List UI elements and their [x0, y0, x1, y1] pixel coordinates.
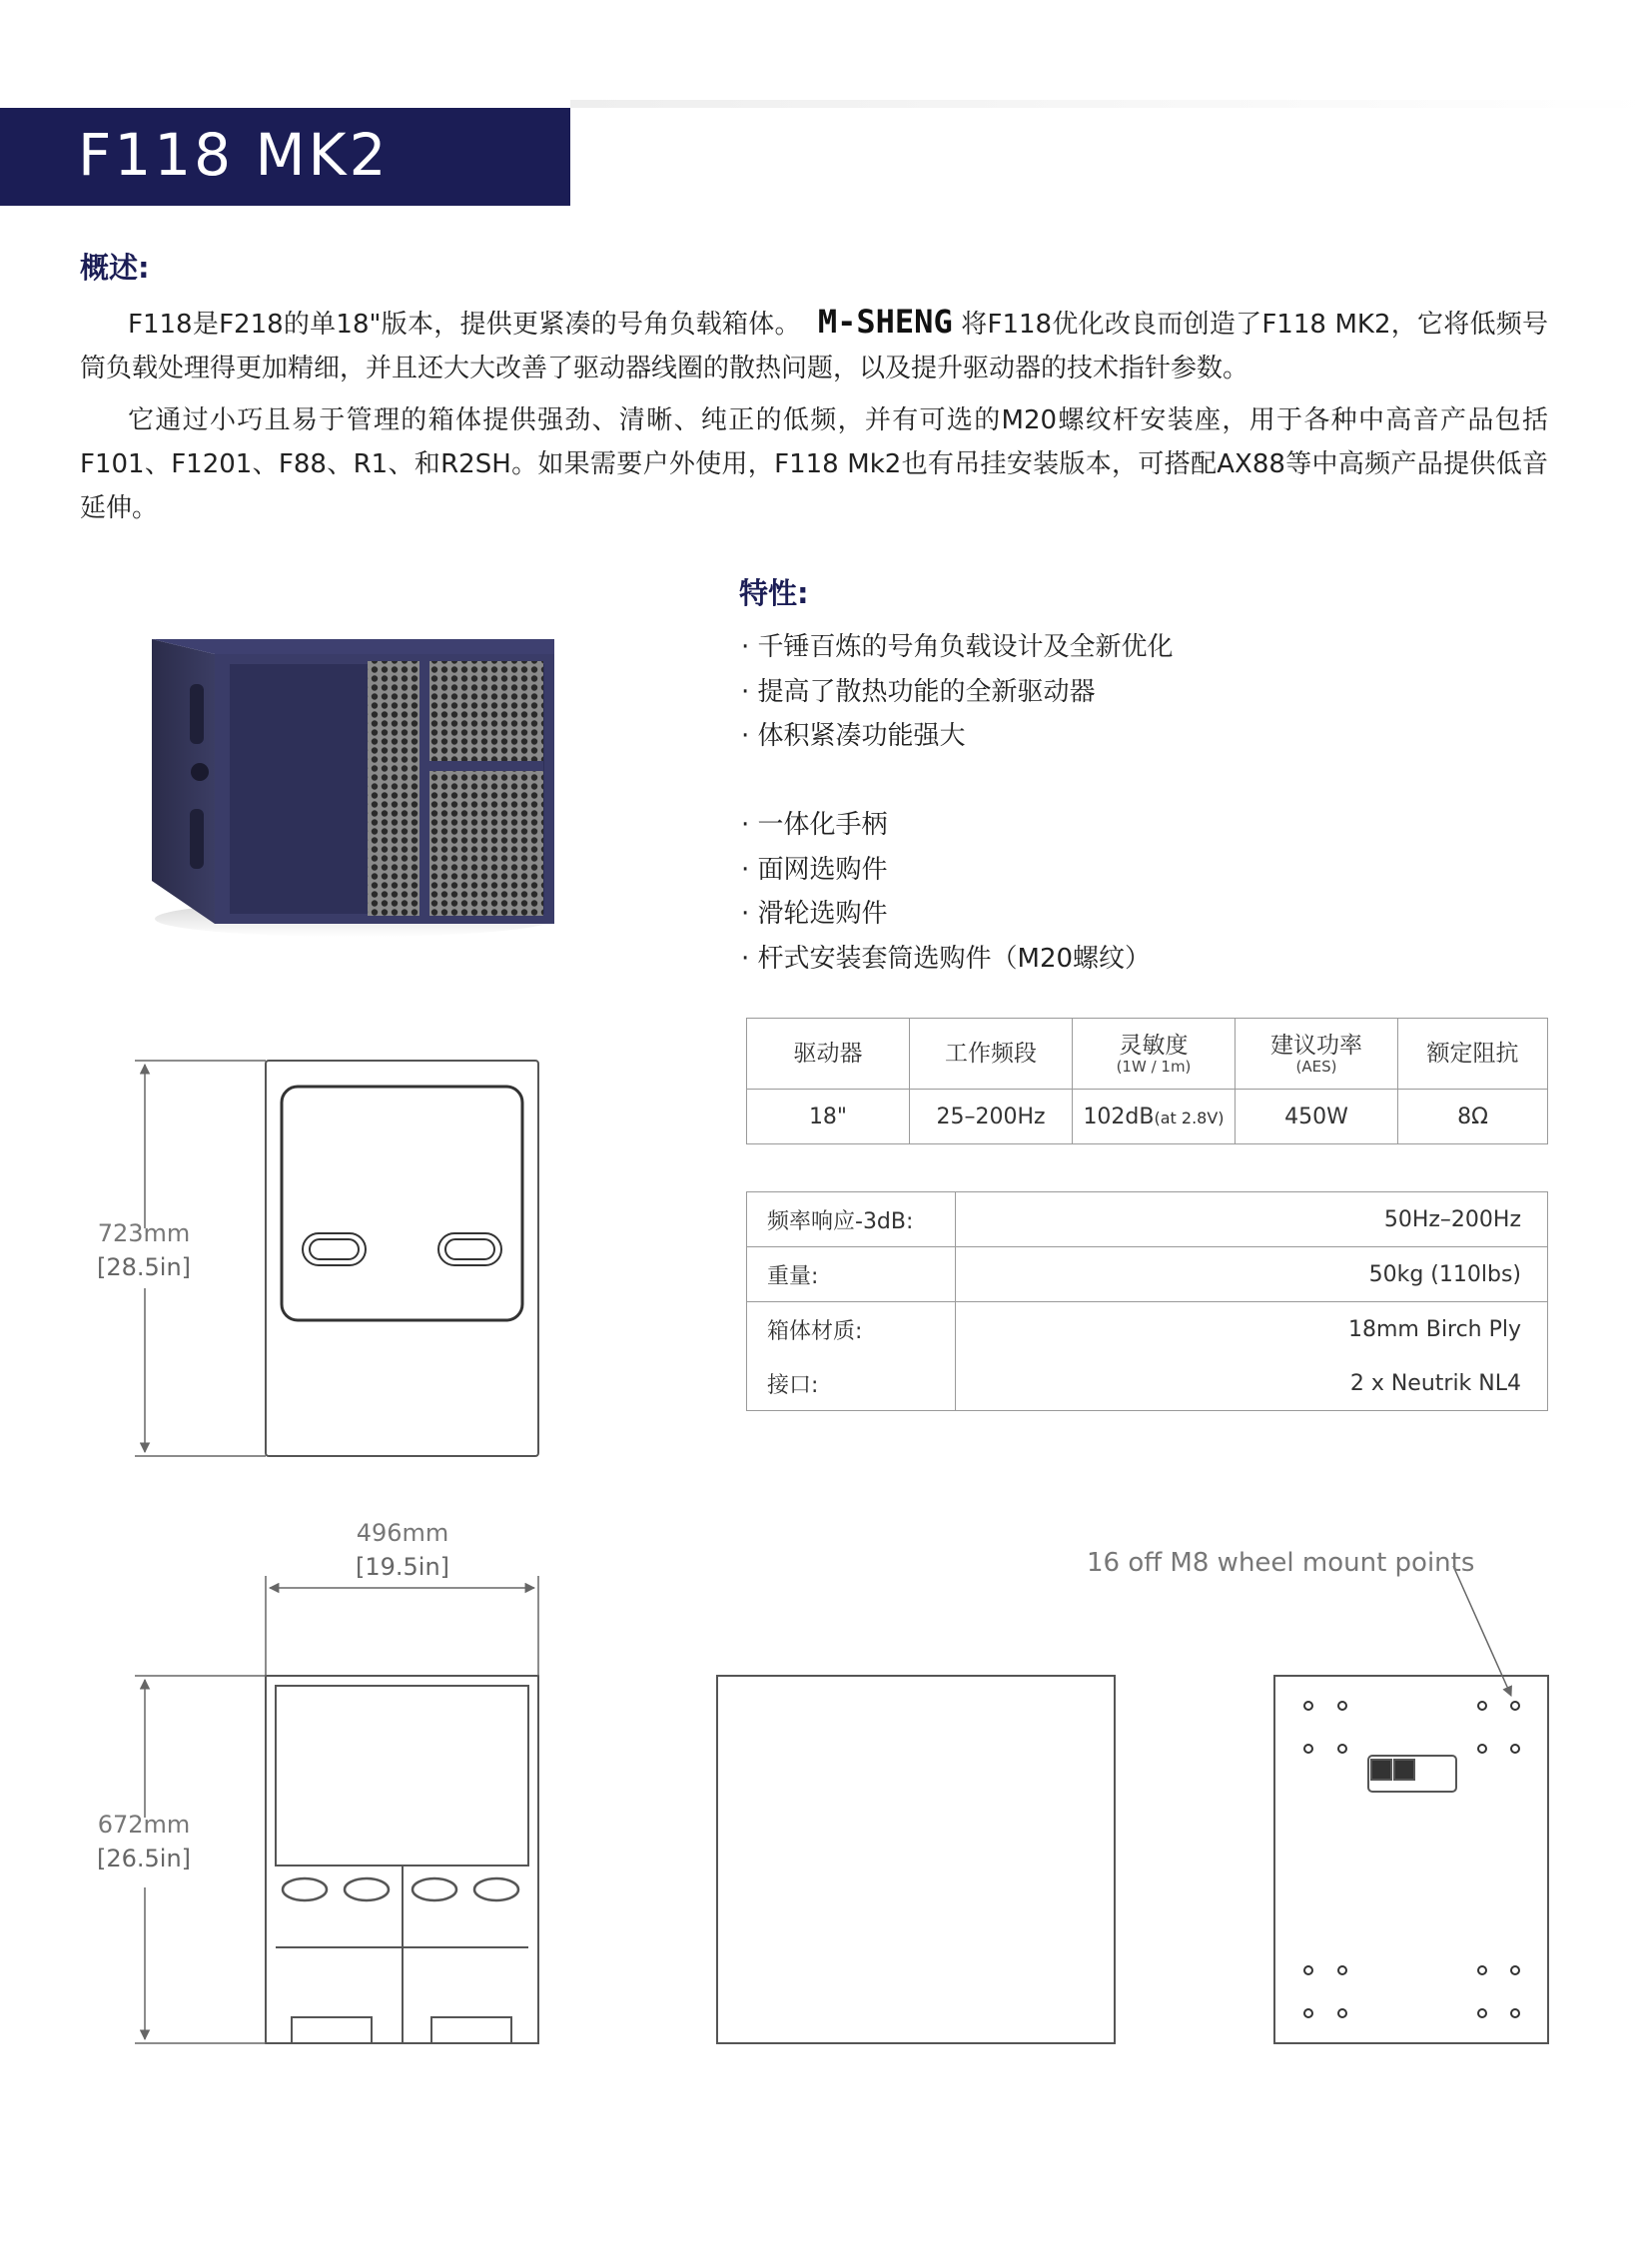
overview-paragraph-2: 它通过小巧且易于管理的箱体提供强劲、清晰、纯正的低频，并有可选的M20螺纹杆安装座，用于各种中高音产品包括F101、F1201、F88、R1、和R2SH。如果需要户外使用，F118 Mk2也有吊挂安装版本，可搭配AX88等中高频产品提供低音延伸。 — [80, 405, 1548, 523]
wheel-mount-note: 16 off M8 wheel mount points — [1087, 1548, 1475, 1578]
width-dimension — [266, 1576, 538, 1676]
width-label: 496mm [19.5in] — [355, 1519, 450, 1581]
detail-key: 重量: — [747, 1247, 956, 1302]
overview-p1-before: F118是F218的单18"版本，提供更紧凑的号角负载箱体。 — [128, 310, 801, 340]
product-photo — [152, 639, 554, 937]
spec-power: 450W — [1236, 1090, 1398, 1144]
overview-p1-after: 将F118优化改良而创造了F118 MK2，它将低频号筒负载处理得更加精细，并且还大大改善了驱动器线圈的散热问题，以及提升驱动器的技术指针参数。 — [80, 310, 1549, 383]
spec-header-driver: 驱动器 — [747, 1019, 910, 1090]
rear-view-drawing — [266, 1676, 538, 2043]
spec-header-power: 建议功率 (AES) — [1236, 1019, 1398, 1090]
brand-name: M-SHENG — [817, 303, 953, 341]
wheel-mount-points — [1304, 1702, 1519, 2017]
side-view-drawing — [717, 1676, 1115, 2043]
spec-driver: 18" — [747, 1090, 910, 1144]
feature-item: · 提高了散热功能的全新驱动器 — [741, 676, 1096, 707]
spec-sensitivity: 102dB(at 2.8V) — [1073, 1090, 1236, 1144]
spec-header-sensitivity: 灵敏度 (1W / 1m) — [1073, 1019, 1236, 1090]
spec-header-impedance: 额定阻抗 — [1398, 1019, 1548, 1090]
detail-value: 50Hz–200Hz — [956, 1192, 1548, 1247]
detail-value: 18mm Birch Ply — [956, 1302, 1548, 1357]
spec-header-range: 工作频段 — [910, 1019, 1073, 1090]
height-label-front: 723mm [28.5in] — [96, 1219, 192, 1281]
feature-item: · 面网选购件 — [741, 854, 888, 885]
detail-value: 2 x Neutrik NL4 — [956, 1356, 1548, 1411]
page-title: F118 MK2 — [78, 121, 390, 189]
overview-heading: 概述: — [80, 251, 150, 285]
detail-key: 接口: — [747, 1356, 956, 1411]
feature-item: · 千锤百炼的号角负载设计及全新优化 — [741, 632, 1174, 662]
detail-key: 箱体材质: — [747, 1302, 956, 1357]
front-view-drawing — [266, 1061, 538, 1456]
features-heading: 特性: — [739, 576, 809, 610]
height-label-side: 672mm [26.5in] — [96, 1811, 192, 1872]
feature-item: · 杆式安装套筒选购件（M20螺纹） — [741, 943, 1152, 974]
detail-value: 50kg (110lbs) — [956, 1247, 1548, 1302]
feature-item: · 体积紧凑功能强大 — [741, 721, 966, 751]
spec-impedance: 8Ω — [1398, 1090, 1548, 1144]
detail-key: 频率响应-3dB: — [747, 1192, 956, 1247]
bottom-view-drawing — [1274, 1676, 1548, 2043]
spec-range: 25–200Hz — [910, 1090, 1073, 1144]
feature-item: · 滑轮选购件 — [741, 899, 888, 929]
feature-item: · 一体化手柄 — [741, 810, 888, 840]
